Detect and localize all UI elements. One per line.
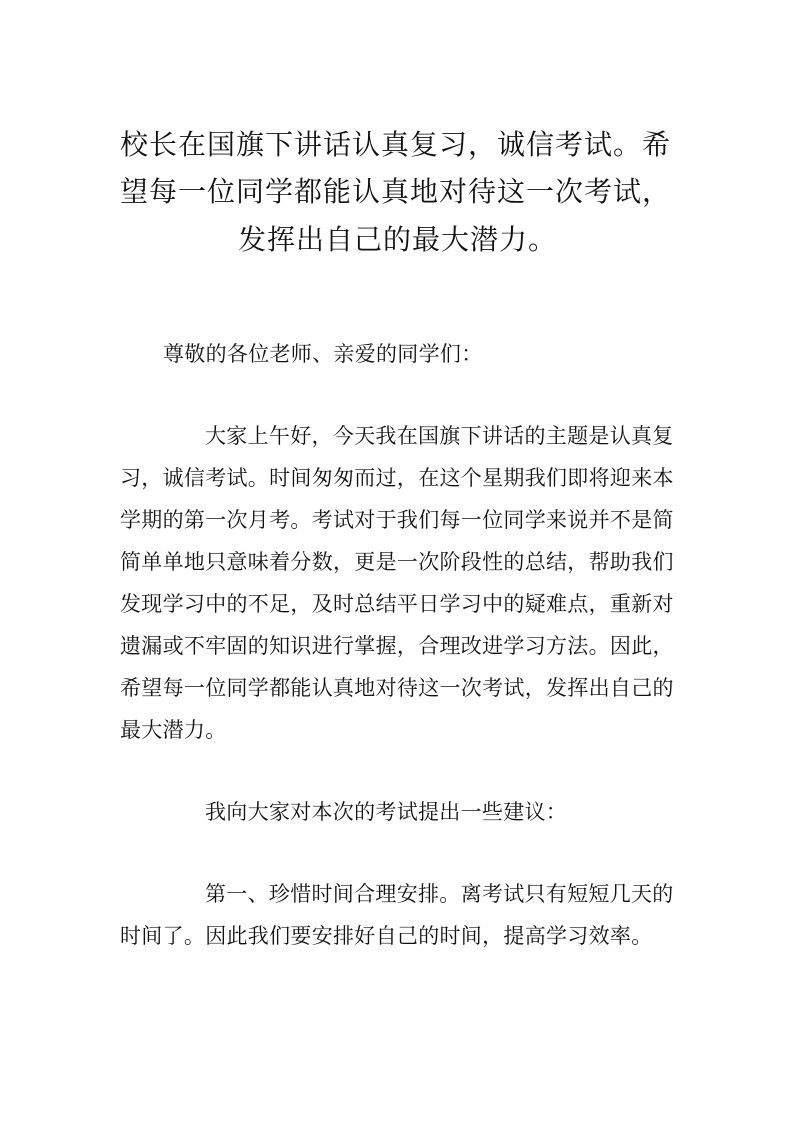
paragraph-1-line: 简单单地只意味着分数，更是一次阶段性的总结，帮助我们 [120, 550, 674, 574]
paragraph-2: 我向大家对本次的考试提出一些建议： [205, 800, 568, 824]
paragraph-1-line: 学期的第一次月考。考试对于我们每一位同学来说并不是简 [120, 508, 674, 532]
title-line-2: 望每一位同学都能认真地对待这一次考试， [120, 175, 672, 208]
paragraph-3-line: 第一、珍惜时间合理安排。离考试只有短短几天的 [205, 882, 674, 906]
paragraph-3-line: 时间了。因此我们要安排好自己的时间，提高学习效率。 [120, 924, 653, 948]
greeting: 尊敬的各位老师、亲爱的同学们： [163, 342, 483, 366]
paragraph-1-line: 大家上午好，今天我在国旗下讲话的主题是认真复 [205, 424, 674, 448]
paragraph-1-line: 习，诚信考试。时间匆匆而过，在这个星期我们即将迎来本 [120, 466, 674, 490]
title-line-3: 发挥出自己的最大潜力。 [237, 223, 557, 256]
title-line-1: 校长在国旗下讲话认真复习，诚信考试。希 [120, 128, 672, 161]
paragraph-1-line: 最大潜力。 [120, 718, 227, 742]
paragraph-1-line: 发现学习中的不足，及时总结平日学习中的疑难点，重新对 [120, 592, 674, 616]
paragraph-1-line: 遗漏或不牢固的知识进行掌握，合理改进学习方法。因此， [120, 634, 674, 658]
paragraph-1-line: 希望每一位同学都能认真地对待这一次考试，发挥出自己的 [120, 676, 674, 700]
